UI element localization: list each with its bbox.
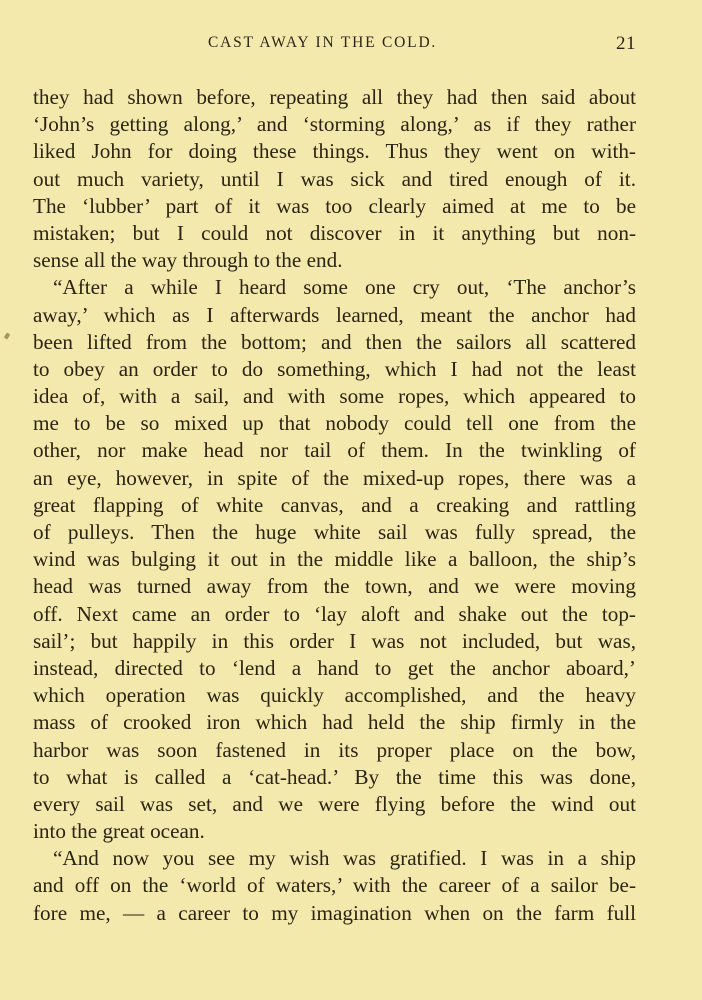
text-line: “After a while I heard some one cry out, ‘The anchor’s <box>53 275 636 300</box>
text-line: idea of, with a sail, and with some ropes, which appeared to <box>33 384 636 409</box>
text-line: instead, directed to ‘lend a hand to get the anchor aboard,’ <box>33 655 636 680</box>
text-line: mistaken; but I could not discover in it anything but non- <box>33 220 636 245</box>
running-head <box>0 34 702 58</box>
text-line: out much variety, until I was sick and tired enough of it. <box>33 166 636 191</box>
text-line: great flapping of white canvas, and a creaking and rattling <box>33 492 636 517</box>
text-line: off. Next came an order to ‘lay aloft and shake out the top- <box>33 601 636 626</box>
text-line: sail’; but happily in this order I was not included, but was, <box>33 628 636 653</box>
text-line: every sail was set, and we were flying before the wind out <box>33 791 636 816</box>
text-line: mass of crooked iron which had held the ship firmly in the <box>33 710 636 735</box>
text-line: an eye, however, in spite of the mixed-up ropes, there was a <box>33 465 636 490</box>
running-title: CAST AWAY IN THE COLD. <box>208 34 438 51</box>
text-line: away,’ which as I afterwards learned, meant the anchor had <box>33 302 636 327</box>
text-line: liked John for doing these things. Thus they went on with- <box>33 139 636 164</box>
text-line: which operation was quickly accomplished, and the heavy <box>33 683 636 708</box>
text-line: “And now you see my wish was gratified. I was in a ship <box>53 846 636 871</box>
text-line: harbor was soon fastened in its proper place on the bow, <box>33 737 636 762</box>
text-line: The ‘lubber’ part of it was too clearly aimed at me to be <box>33 193 636 218</box>
text-line: ‘John’s getting along,’ and ‘storming along,’ as if they rather <box>33 112 636 137</box>
margin-ink-mark <box>4 332 11 339</box>
text-line: me to be so mixed up that nobody could tell one from the <box>33 411 636 436</box>
text-line: they had shown before, repeating all they had then said about <box>33 85 636 109</box>
body-text <box>33 84 636 927</box>
text-line: into the great ocean. <box>33 819 205 844</box>
text-line: other, nor make head nor tail of them. In the twinkling of <box>33 438 636 463</box>
text-line: fore me, — a career to my imagination when on the farm full <box>33 900 636 925</box>
text-line: to what is called a ‘cat-head.’ By the time this was done, <box>33 764 636 789</box>
text-line: been lifted from the bottom; and then the sailors all scattered <box>33 329 636 354</box>
page-number: 21 <box>616 33 636 54</box>
text-line: and off on the ‘world of waters,’ with the career of a sailor be- <box>33 873 636 898</box>
text-line: sense all the way through to the end. <box>33 248 343 273</box>
text-line: to obey an order to do something, which I had not the least <box>33 356 636 381</box>
text-line: head was turned away from the town, and we were moving <box>33 574 636 599</box>
text-line: of pulleys. Then the huge white sail was fully spread, the <box>33 520 636 544</box>
text-line: wind was bulging it out in the middle like a balloon, the ship’s <box>33 547 636 572</box>
